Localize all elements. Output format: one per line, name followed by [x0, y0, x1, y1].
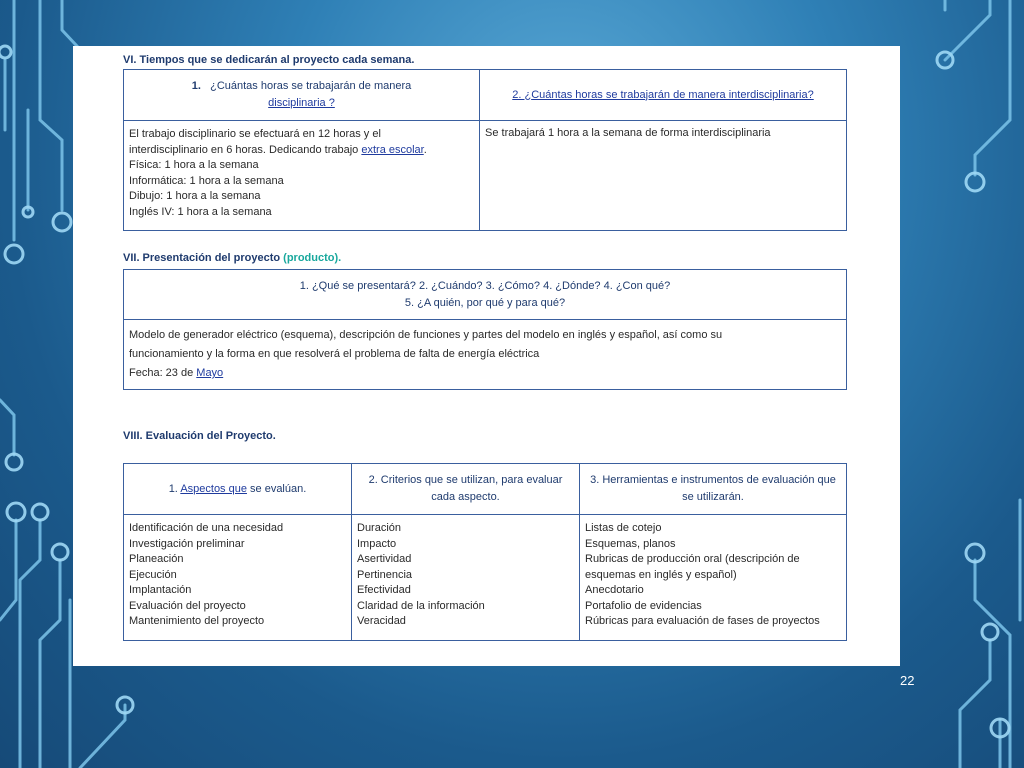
section-7-answer: Modelo de generador eléctrico (esquema), descripción de funciones y partes del modelo en inglés y español, así como su funcionamiento y la forma en que resolverá el problema de falta de energía eléctrica Fecha: 23 de Mayo [124, 320, 847, 390]
section-8-criteria: Duración Impacto Asertividad Pertinencia Efectividad Claridad de la información Veracidad [352, 515, 580, 641]
section-6-header-1: 1. ¿Cuántas horas se trabajarán de manera disciplinaria ? [124, 70, 480, 121]
disciplinaria-link: disciplinaria ? [268, 97, 335, 109]
document-page [73, 46, 900, 666]
section-8-tools: Listas de cotejo Esquemas, planos Rubricas de producción oral (descripción de esquemas en inglés y español) Anecdotario Portafolio de evidencias Rúbricas para evaluación de fases de proyectos [580, 515, 847, 641]
section-6-answer-2: Se trabajará 1 hora a la semana de forma interdisciplinaria [480, 121, 847, 231]
section-8-title: VIII. Evaluación del Proyecto. [123, 430, 276, 442]
section-8-header-1: 1. Aspectos que se evalúan. [124, 464, 352, 515]
section-6-title: VI. Tiempos que se dedicarán al proyecto cada semana. [123, 54, 415, 66]
section-8-header-2: 2. Criterios que se utilizan, para evaluar cada aspecto. [352, 464, 580, 515]
section-8-aspects: Identificación de una necesidad Investigación preliminar Planeación Ejecución Implantación Evaluación del proyecto Mantenimiento del proyecto [124, 515, 352, 641]
section-8-header-3: 3. Herramientas e instrumentos de evaluación que se utilizarán. [580, 464, 847, 515]
section-7-table [123, 269, 847, 390]
section-6-table [123, 69, 847, 231]
section-6-answer-1: El trabajo disciplinario se efectuará en 12 horas y el interdisciplinario en 6 horas. Dedicando trabajo extra escolar. Física: 1 hora a la semana Informática: 1 hora a la semana Dibujo: 1 hora a la semana Inglés IV: 1 hora a la semana [124, 121, 480, 231]
section-6-header-2: 2. ¿Cuántas horas se trabajarán de manera interdisciplinaria? [480, 70, 847, 121]
section-8-table [123, 463, 847, 641]
section-7-questions: 1. ¿Qué se presentará? 2. ¿Cuándo? 3. ¿Cómo? 4. ¿Dónde? 4. ¿Con qué? 5. ¿A quién, por qué y para qué? [124, 270, 847, 320]
section-7-title: VII. Presentación del proyecto (producto). [123, 252, 342, 264]
slide-number: 22 [900, 673, 915, 688]
